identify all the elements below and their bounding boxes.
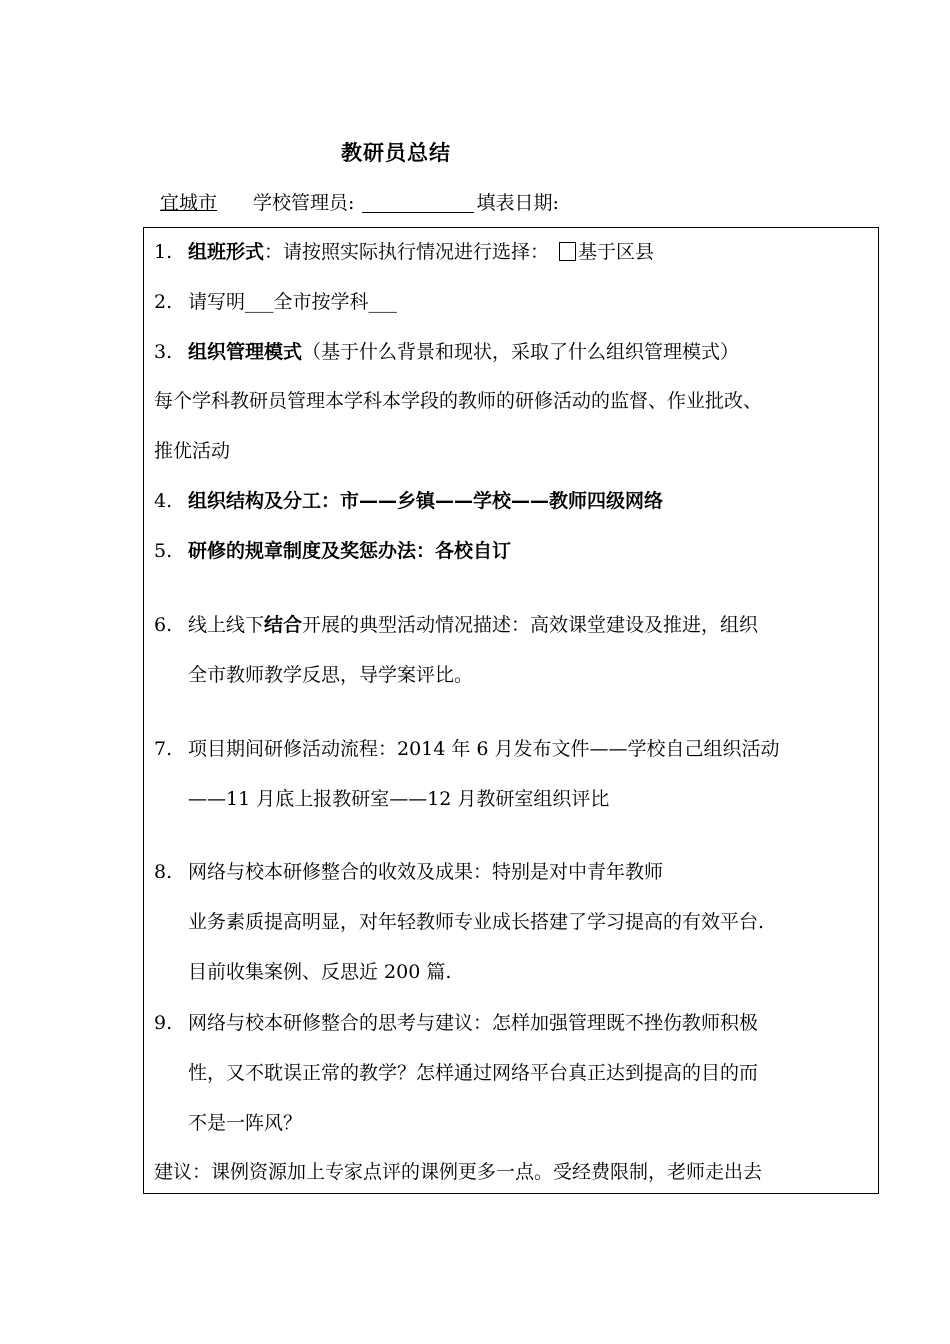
item-6-bold: 结合 [264, 614, 303, 636]
item-8 [154, 859, 663, 885]
item-1 [154, 239, 654, 265]
item-3-body-line-2: 推优活动 [154, 440, 231, 462]
item-4-text: 组织结构及分工：市——乡镇——学校——教师四级网络 [188, 490, 664, 512]
document-title: 教研员总结 [341, 141, 451, 165]
item-3-number: 3. [154, 341, 173, 363]
checkbox-icon[interactable] [559, 242, 576, 261]
item-7-continuation: ——11 月底上报教研室——12 月教研室组织评比 [188, 788, 610, 810]
item-6-number: 6. [154, 614, 173, 636]
item-1-label: 组班形式 [188, 241, 265, 263]
summary-box [143, 227, 879, 1194]
item-6-post: 开展的典型活动情况描述：高效课堂建设及推进，组织 [302, 614, 759, 636]
admin-label: 学校管理员: [253, 192, 355, 214]
item-7-number: 7. [154, 738, 173, 760]
item-8-text: 网络与校本研修整合的收效及成果：特别是对中青年教师 [188, 861, 664, 883]
item-4 [154, 488, 663, 514]
city-name: 宜城市 [160, 192, 218, 214]
item-3 [154, 339, 739, 365]
item-6 [154, 612, 758, 638]
admin-blank-field[interactable] [362, 192, 474, 213]
item-8-continuation-1: 业务素质提高明显，对年轻教师专业成长搭建了学习提高的有效平台. [188, 911, 765, 933]
item-1-number: 1. [154, 241, 173, 263]
item-2 [154, 289, 397, 315]
item-9-continuation-2: 不是一阵风？ [188, 1112, 303, 1134]
date-label: 填表日期: [476, 192, 559, 214]
item-5-number: 5. [154, 540, 173, 562]
item-6-pre: 线上线下 [188, 614, 265, 636]
item-9-continuation-1: 性，又不耽误正常的教学？怎样通过网络平台真正达到提高的目的而 [188, 1062, 759, 1084]
header-line [154, 188, 559, 215]
item-9-number: 9. [154, 1012, 173, 1034]
item-7 [154, 736, 780, 762]
item-3-label: 组织管理模式 [188, 341, 303, 363]
item-8-number: 8. [154, 861, 173, 883]
item-3-text: （基于什么背景和现状，采取了什么组织管理模式） [302, 341, 740, 363]
item-5 [154, 538, 511, 564]
item-8-continuation-2: 目前收集案例、反思近 200 篇. [188, 961, 452, 983]
item-4-number: 4. [154, 490, 173, 512]
item-7-text: 项目期间研修活动流程：2014 年 6 月发布文件——学校自己组织活动 [188, 738, 780, 760]
item-9 [154, 1010, 758, 1036]
item-2-text: 请写明___全市按学科___ [188, 291, 398, 313]
item-1-text: ：请按照实际执行情况进行选择： [264, 241, 550, 263]
item-3-body-line-1: 每个学科教研员管理本学科本学段的教师的研修活动的监督、作业批改、 [154, 390, 763, 412]
item-6-continuation: 全市教师教学反思，导学案评比。 [188, 664, 474, 686]
item-2-number: 2. [154, 291, 173, 313]
item-9-text: 网络与校本研修整合的思考与建议：怎样加强管理既不挫伤教师积极 [188, 1012, 759, 1034]
item-1-option: 基于区县 [578, 241, 655, 263]
suggestion-line: 建议：课例资源加上专家点评的课例更多一点。受经费限制，老师走出去 [154, 1161, 763, 1183]
item-5-text: 研修的规章制度及奖惩办法：各校自订 [188, 540, 512, 562]
